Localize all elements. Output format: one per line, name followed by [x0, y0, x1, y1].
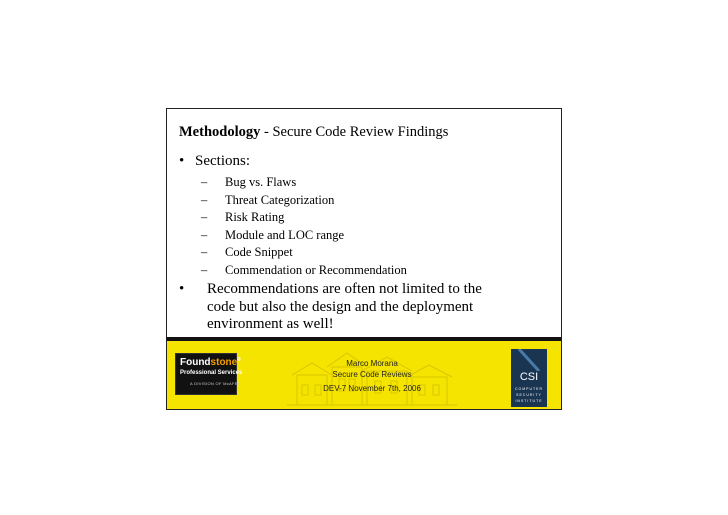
sub-item-text: Bug vs. Flaws [225, 175, 297, 189]
foundstone-logo [175, 353, 243, 395]
dash: – [201, 192, 208, 207]
csi-line: COMPUTER [514, 387, 544, 391]
footer-author: Marco Morana [346, 359, 398, 368]
dash: – [201, 210, 208, 224]
csi-line: INSTITUTE [515, 399, 543, 403]
title-rest: - Secure Code Review Findings [260, 124, 449, 140]
footer-banner [167, 341, 561, 410]
sub-item-text: Threat Categorization [225, 192, 335, 207]
foundstone-subtitle: Professional Services [180, 370, 243, 376]
sub-item-text: Commendation or Recommendation [225, 262, 407, 277]
slide [166, 108, 562, 410]
bullet-text: Sections: [195, 153, 250, 169]
dash: – [201, 262, 208, 277]
csi-logo [511, 349, 547, 407]
dash: – [201, 227, 208, 242]
bullet-dot: • [179, 281, 185, 297]
footer-talk-title: Secure Code Reviews [332, 370, 412, 379]
csi-stripe-icon [511, 349, 547, 371]
title-bold: Methodology [179, 124, 261, 140]
bullet-text: Recommendations are often not limited to the code but also the design and the deployment environment as well! [207, 281, 482, 332]
sub-item-text: Risk Rating [225, 210, 285, 224]
csi-line: SECURITY [516, 393, 542, 397]
sub-item-text: Module and LOC range [225, 227, 345, 242]
bullet-recommendations [179, 281, 539, 337]
foundstone-name: Foundstone® [180, 357, 241, 368]
footer-date: DEV-7 November 7th, 2006 [323, 384, 421, 393]
slide-title [179, 124, 448, 141]
dash: – [201, 175, 208, 189]
sub-item-text: Code Snippet [225, 245, 293, 259]
bullet-sections [179, 153, 539, 171]
csi-name: CSI [519, 371, 539, 383]
dash: – [201, 245, 208, 259]
bullet-dot: • [179, 153, 185, 169]
foundstone-division: A DIVISION OF McAFEE [190, 381, 241, 386]
